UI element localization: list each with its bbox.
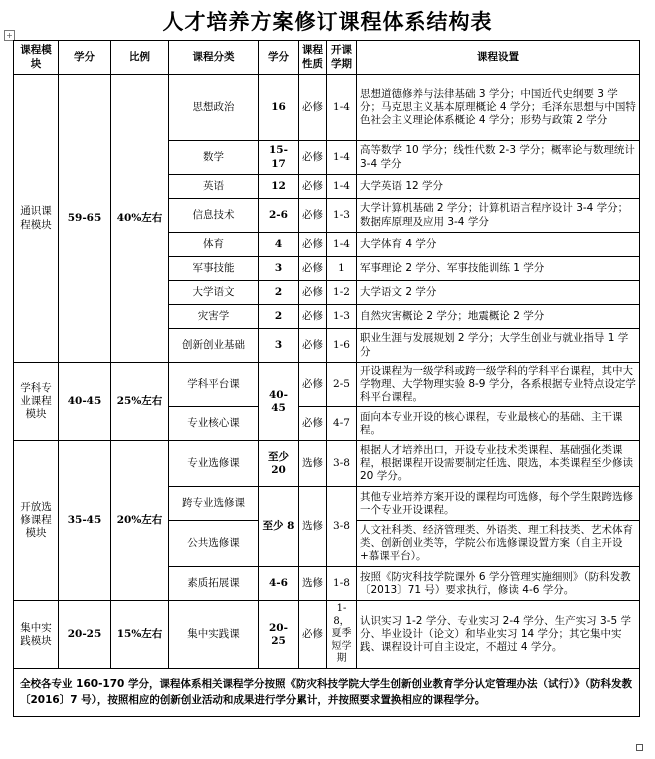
module-ratio: 25%左右: [111, 363, 169, 441]
table-row: [14, 441, 640, 487]
nature-cell: 必修: [299, 407, 327, 441]
category-cell: 专业核心课: [169, 407, 259, 441]
category-cell: 素质拓展课: [169, 567, 259, 601]
credits-cell: 20-25: [259, 601, 299, 669]
setting-cell: 职业生涯与发展规划 2 学分；大学生创业与就业指导 1 学分: [357, 329, 640, 363]
header-credits: 学分: [59, 41, 111, 75]
module-name: 开放选修课程模块: [14, 441, 59, 601]
curriculum-table: [13, 40, 640, 717]
category-cell: 信息技术: [169, 199, 259, 233]
header-ratio: 比例: [111, 41, 169, 75]
table-row: [14, 75, 640, 141]
footer-note: 全校各专业 160-170 学分，课程体系相关课程学分按照《防灾科技学院大学生创新创业教育学分认定管理办法（试行）》（防科发教〔2016〕7 号），按照相应的创新创业活动和成果进行学分累计，并按照要求置换相应的课程学分。: [14, 668, 640, 717]
semester-cell: 1-6: [327, 329, 357, 363]
nature-cell: 必修: [299, 199, 327, 233]
credits-cell: 4: [259, 233, 299, 257]
nature-cell: 选修: [299, 441, 327, 487]
setting-cell: 人文社科类、经济管理类、外语类、理工科技类、艺术体育类、创新创业类等，学院公布选修课设置方案（自主开设+慕课平台）。: [357, 521, 640, 567]
setting-cell: 根据人才培养出口，开设专业技术类课程、基础强化类课程，根据课程开设需要制定任选、限选，本类课程至少修读 20 学分。: [357, 441, 640, 487]
table-move-handle-icon[interactable]: +: [4, 30, 15, 41]
credits-cell: 2: [259, 305, 299, 329]
table-row: [14, 601, 640, 669]
module-ratio: 20%左右: [111, 441, 169, 601]
nature-cell: 选修: [299, 567, 327, 601]
table-row: [14, 363, 640, 407]
header-nature: 课程性质: [299, 41, 327, 75]
semester-cell: 4-7: [327, 407, 357, 441]
setting-cell: 认识实习 1-2 学分、专业实习 2-4 学分、生产实习 3-5 学分、毕业设计（论文）和毕业实习 14 学分；其它集中实践、课程设计可自主设定，不超过 4 学分。: [357, 601, 640, 669]
setting-cell: 大学英语 12 学分: [357, 175, 640, 199]
header-category: 课程分类: [169, 41, 259, 75]
module-name: 通识课程模块: [14, 75, 59, 363]
category-cell: 体育: [169, 233, 259, 257]
credits-cell: 至少 8: [259, 487, 299, 567]
nature-cell: 必修: [299, 363, 327, 407]
header-row: [14, 41, 640, 75]
category-cell: 英语: [169, 175, 259, 199]
module-ratio: 40%左右: [111, 75, 169, 363]
category-cell: 军事技能: [169, 257, 259, 281]
credits-cell: 3: [259, 257, 299, 281]
category-cell: 公共选修课: [169, 521, 259, 567]
module-credits: 20-25: [59, 601, 111, 669]
credits-cell: 2: [259, 281, 299, 305]
credits-cell: 12: [259, 175, 299, 199]
nature-cell: 必修: [299, 329, 327, 363]
header-setting: 课程设置: [357, 41, 640, 75]
semester-cell: 1-4: [327, 141, 357, 175]
category-cell: 集中实践课: [169, 601, 259, 669]
category-cell: 灾害学: [169, 305, 259, 329]
footer-row: [14, 668, 640, 717]
semester-cell: 1-2: [327, 281, 357, 305]
nature-cell: 必修: [299, 601, 327, 669]
setting-cell: 高等数学 10 学分；线性代数 2-3 学分；概率论与数理统计 3-4 学分: [357, 141, 640, 175]
module-name: 学科专业课程模块: [14, 363, 59, 441]
header-module: 课程模块: [14, 41, 59, 75]
semester-cell: 1-4: [327, 175, 357, 199]
setting-cell: 面向本专业开设的核心课程，专业最核心的基础、主干课程。: [357, 407, 640, 441]
category-cell: 专业选修课: [169, 441, 259, 487]
setting-cell: 其他专业培养方案开设的课程均可选修，每个学生限跨选修一个专业开设课程。: [357, 487, 640, 521]
setting-cell: 开设课程为一级学科或跨一级学科的学科平台课程，其中大学物理、大学物理实验 8-9 学分，各系根据专业特点设定学科平台课程。: [357, 363, 640, 407]
category-cell: 创新创业基础: [169, 329, 259, 363]
semester-cell: 1-3: [327, 199, 357, 233]
credits-cell: 40-45: [259, 363, 299, 441]
semester-cell: 3-8: [327, 441, 357, 487]
nature-cell: 必修: [299, 281, 327, 305]
nature-cell: 必修: [299, 75, 327, 141]
semester-cell: 1: [327, 257, 357, 281]
credits-cell: 至少 20: [259, 441, 299, 487]
header-cat-credits: 学分: [259, 41, 299, 75]
module-ratio: 15%左右: [111, 601, 169, 669]
credits-cell: 16: [259, 75, 299, 141]
setting-cell: 大学语文 2 学分: [357, 281, 640, 305]
nature-cell: 必修: [299, 175, 327, 199]
setting-cell: 思想道德修养与法律基础 3 学分；中国近代史纲要 3 学分；马克思主义基本原理概论 4 学分；毛泽东思想与中国特色社会主义理论体系概论 4 学分；形势与政策 2 学分: [357, 75, 640, 141]
setting-cell: 大学计算机基础 2 学分；计算机语言程序设计 3-4 学分；数据库原理及应用 3-4 学分: [357, 199, 640, 233]
setting-cell: 军事理论 2 学分、军事技能训练 1 学分: [357, 257, 640, 281]
module-credits: 35-45: [59, 441, 111, 601]
credits-cell: 15-17: [259, 141, 299, 175]
category-cell: 思想政治: [169, 75, 259, 141]
nature-cell: 必修: [299, 233, 327, 257]
credits-cell: 4-6: [259, 567, 299, 601]
category-cell: 学科平台课: [169, 363, 259, 407]
semester-cell: 1-4: [327, 233, 357, 257]
category-cell: 大学语文: [169, 281, 259, 305]
semester-cell: 3-8: [327, 487, 357, 567]
semester-cell: 2-5: [327, 363, 357, 407]
page-title: 人才培养方案修订课程体系结构表: [162, 9, 493, 34]
nature-cell: 必修: [299, 305, 327, 329]
module-credits: 59-65: [59, 75, 111, 363]
category-cell: 数学: [169, 141, 259, 175]
setting-cell: 自然灾害概论 2 学分；地震概论 2 学分: [357, 305, 640, 329]
semester-cell: 1-8，夏季短学期: [327, 601, 357, 669]
semester-cell: 1-8: [327, 567, 357, 601]
semester-cell: 1-4: [327, 75, 357, 141]
setting-cell: 大学体育 4 学分: [357, 233, 640, 257]
table-resize-handle[interactable]: [636, 744, 643, 751]
credits-cell: 2-6: [259, 199, 299, 233]
nature-cell: 选修: [299, 487, 327, 567]
credits-cell: 3: [259, 329, 299, 363]
setting-cell: 按照《防灾科技学院课外 6 学分管理实施细则》（防科发教〔2013〕71 号）要求执行，修读 4-6 学分。: [357, 567, 640, 601]
semester-cell: 1-3: [327, 305, 357, 329]
category-cell: 跨专业选修课: [169, 487, 259, 521]
nature-cell: 必修: [299, 257, 327, 281]
module-name: 集中实践模块: [14, 601, 59, 669]
nature-cell: 必修: [299, 141, 327, 175]
header-semester: 开课学期: [327, 41, 357, 75]
module-credits: 40-45: [59, 363, 111, 441]
